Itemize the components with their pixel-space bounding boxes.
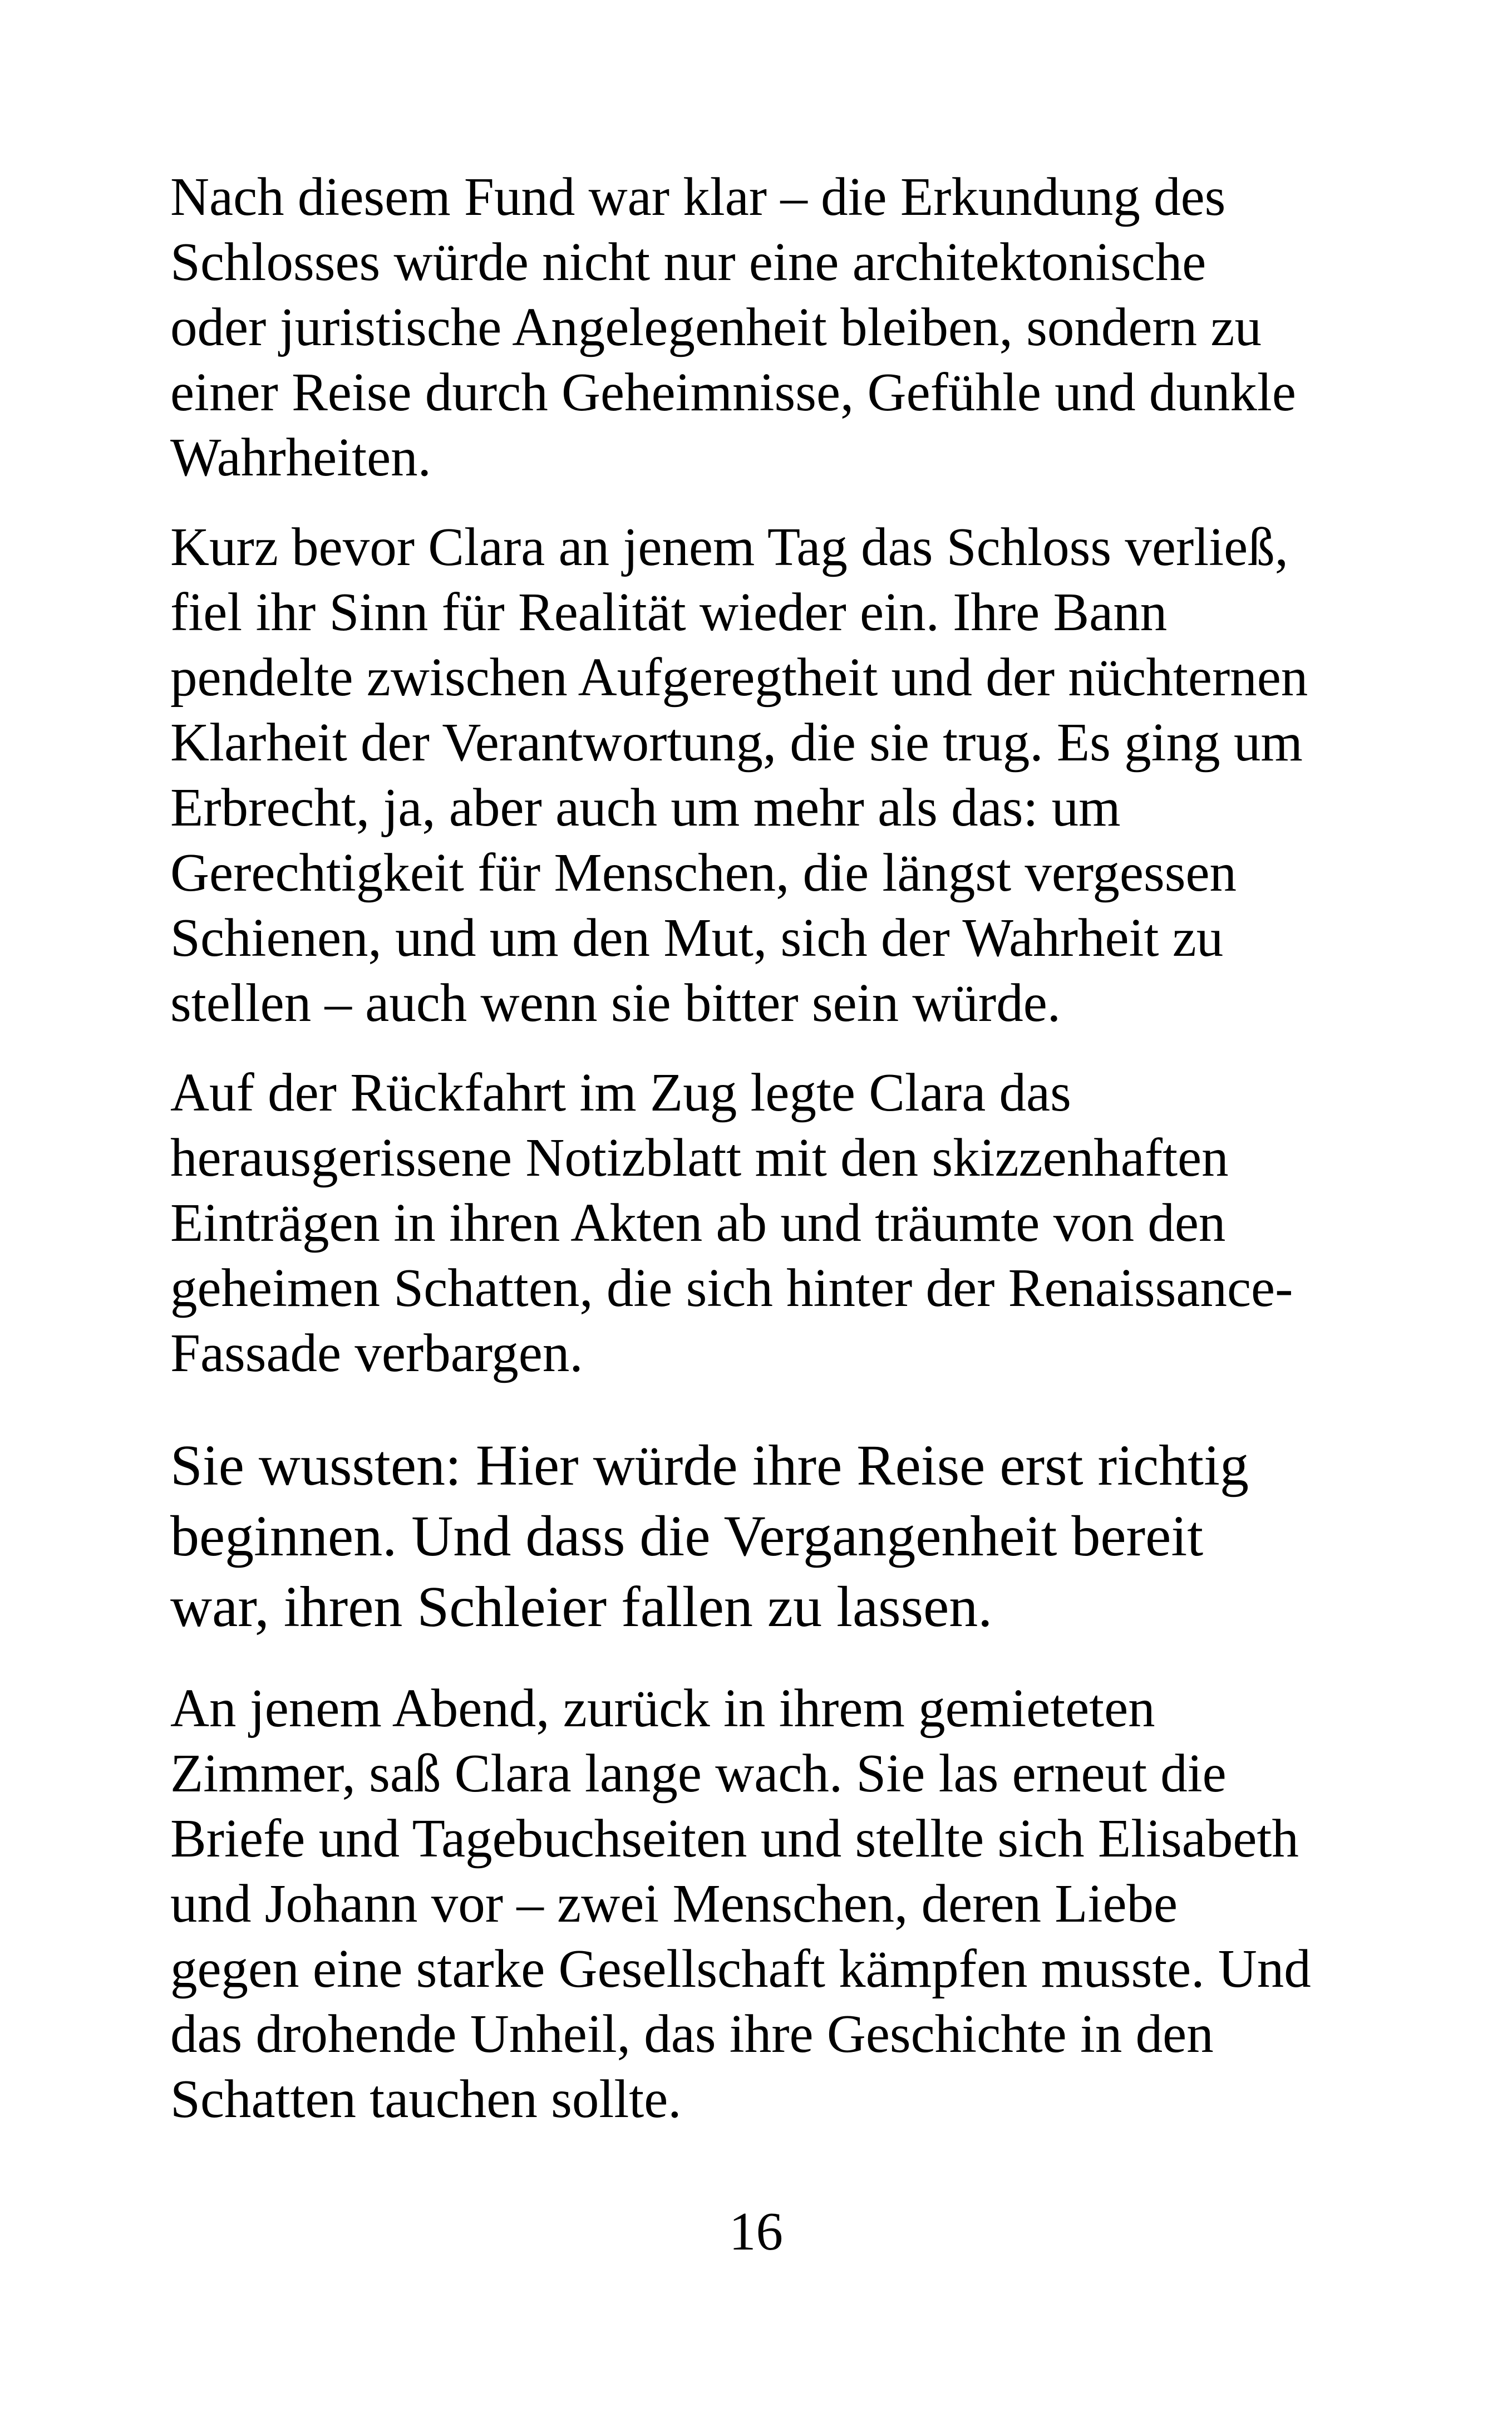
paragraph-1: Nach diesem Fund war klar – die Erkundung des Schlosses würde nicht nur eine architektonische oder juristische Angelegenheit bleiben, sondern zu einer Reise durch Geheimnisse, Gefühle und dunkle Wahrheiten. — [170, 167, 1296, 487]
body-text — [170, 164, 1372, 2156]
paragraph-5: An jenem Abend, zurück in ihrem gemieteten Zimmer, saß Clara lange wach. Sie las erneut die Briefe und Tagebuchseiten und stellte sich Elisabeth und Johann vor – zwei Menschen, deren Liebe gegen eine starke Gesellschaft kämpfen musste. Und das drohende Unheil, das ihre Geschichte in den Schatten tauchen sollte. — [170, 1678, 1311, 2129]
paragraph-2: Kurz bevor Clara an jenem Tag das Schloss verließ, fiel ihr Sinn für Realität wieder ein. Ihre Bann pendelte zwischen Aufgeregtheit und der nüchternen Klarheit der Verantwortung, die sie trug. Es ging um Erbrecht, ja, aber auch um mehr als das: um Gerechtigkeit für Menschen, die längst vergessen Schienen, und um den Mut, sich der Wahrheit zu stellen – auch wenn sie bitter sein würde. — [170, 517, 1308, 1033]
paragraph-4: Sie wussten: Hier würde ihre Reise erst richtig beginnen. Und dass die Vergangenheit bereit war, ihren Schleier fallen zu lassen. — [170, 1433, 1249, 1639]
page-number: 16 — [729, 2202, 783, 2261]
paragraph-3: Auf der Rückfahrt im Zug legte Clara das herausgerissene Notizblatt mit den skizzenhaften Einträgen in ihren Akten ab und träumte von den geheimen Schatten, die sich hinter der Renaissance- Fassade verbargen. — [170, 1063, 1293, 1383]
